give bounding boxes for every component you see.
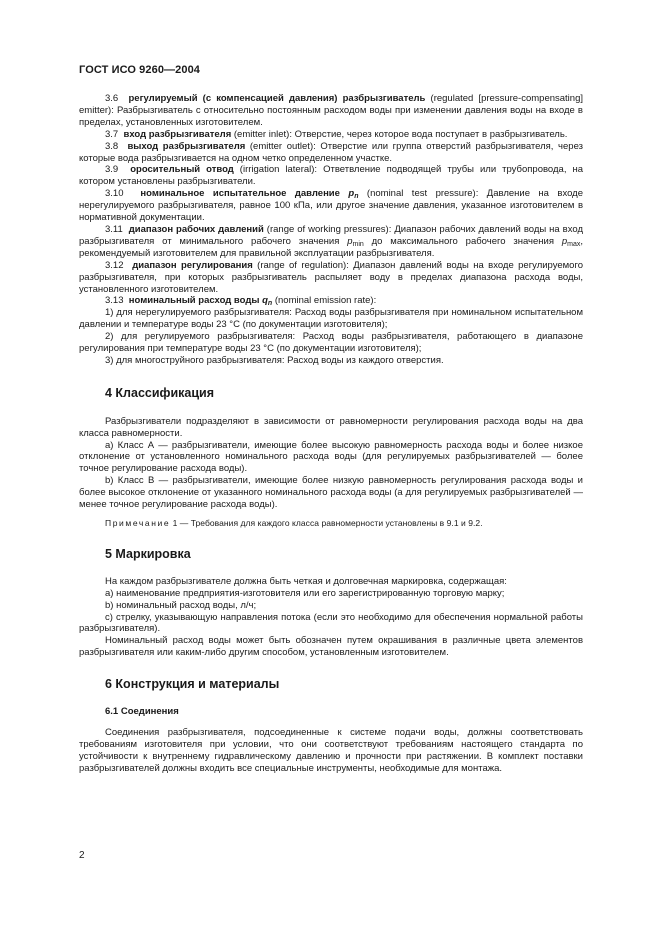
section-5-item-a: а) наименование предприятия-изготовителя или его зарегистрированную торговую марку;: [105, 587, 505, 599]
section-4-title: 4 Классификация: [105, 385, 215, 400]
definition-3-11: 3.11 диапазон рабочих давлений (range of working pressures): Диапазон рабочих давлений воды на вход разбрызгивателя от минимального рабочего значения $p_{min}$ до максимального рабочего значения $p_{max}$, рекомендуемый изготовителем для правильной эксплуатации разбрызгивателя.: [79, 223, 583, 259]
section-5-paragraph: Номинальный расход воды может быть обозначен путем окрашивания в различные цвета элементов разбрызгивателя или каким-либо другим способом, установленным изготовителем.: [79, 635, 583, 659]
page-content: [79, 93, 583, 775]
section-5-item-b: b) номинальный расход воды, л/ч;: [105, 599, 257, 611]
section-4-item-b: b) Класс В — разбрызгиватели, имеющие более низкую равномерность регулирования расхода воды и более высокое отклонение от указанного номинального расхода воды (а для регулируемых разбрызгивателей — менее точное регулирование расхода воды).: [79, 475, 583, 511]
definition-3-6: 3.6 регулируемый (с компенсацией давления) разбрызгиватель (regulated [pressure-compensating] emitter): Разбрызгиватель с относительно постоянным расходом воды при изменении давления воды на входе в пределах, установленных изготовителем.: [79, 93, 583, 128]
definition-3-7: 3.7 вход разбрызгивателя (emitter inlet): Отверстие, через которое вода поступает в разбрызгиватель.: [105, 128, 568, 140]
document-header: ГОСТ ИСО 9260—2004: [79, 64, 201, 76]
definition-3-12: 3.12 диапазон регулирования (range of regulation): Диапазон давлений воды на входе регулируемого разбрызгивателя, при которых разбрызгиватель распыляет воду в пределах диапазона расхода воды, установленного изготовителем.: [79, 259, 584, 295]
definition-3-13-item-1: 1) для нерегулируемого разбрызгивателя: Расход воды разбрызгивателя при номинальном испытательном давлении и температуре воды 23 °С (по документации изготовителя);: [79, 307, 583, 331]
section-4-note: Примечание 1 — Требования для каждого класса равномерности установлены в 9.1 и 9.2.: [105, 518, 483, 528]
section-5-intro: На каждом разбрызгивателе должна быть четкая и долговечная маркировка, содержащая:: [105, 575, 507, 587]
subsection-6-1-title: 6.1 Соединения: [105, 706, 179, 718]
definition-3-9: 3.9 оросительный отвод (irrigation lateral): Ответвление подводящей трубы или трубопровода, на котором установлены разбрызгиватели.: [79, 164, 583, 188]
definition-3-10: 3.10 номинальное испытательное давление $p_n$ (nominal test pressure): Давление на входе нерегулируемого разбрызгивателя, равное 100 кПа, или другое значение давления, указанное изготовителем в нормативной документации.: [79, 188, 584, 224]
definition-3-13-item-3: 3) для многоструйного разбрызгивателя: Расход воды из каждого отверстия.: [105, 354, 444, 366]
definition-3-13: 3.13 номинальный расход воды $q_n$ (nominal emission rate):: [105, 295, 377, 308]
section-5-item-c: с) стрелку, указывающую направления потока (если это необходимо для обеспечения нормальной работы разбрызгивателя).: [79, 611, 583, 635]
definition-3-8: 3.8 выход разбрызгивателя (emitter outlet): Отверстие или группа отверстий разбрызгивателя, через которые вода разбрызгивается на одном четко определенном участке.: [79, 140, 584, 164]
page-number: 2: [79, 850, 85, 861]
subsection-6-1-paragraph: Соединения разбрызгивателя, подсоединенные к системе подачи воды, должны соответствовать требованиям изготовителя при условии, что они соответствуют требованиям настоящего стандарта по устойчивости к внутреннему гидравлическому давлению и прочности при растяжении. В комплект поставки разбрызгивателей должны входить все специальные инструменты, необходимые для монтажа.: [79, 726, 583, 774]
section-4-item-a: а) Класс А — разбрызгиватели, имеющие более высокую равномерность расхода воды и более низкое отклонение от установленного номинального расхода воды (для регулируемых разбрызгивателей — более точное регулирование расхода воды).: [79, 439, 583, 475]
definition-3-13-item-2: 2) для регулируемого разбрызгивателя: Расход воды разбрызгивателя, работающего в диапазоне регулирования при температуре воды 23 °С (по документации изготовителя);: [79, 331, 583, 355]
section-4-intro: Разбрызгиватели подразделяют в зависимости от равномерности регулирования расхода воды на два класса равномерности.: [79, 415, 583, 439]
section-6-title: 6 Конструкция и материалы: [105, 677, 280, 692]
section-5-title: 5 Маркировка: [105, 546, 191, 561]
